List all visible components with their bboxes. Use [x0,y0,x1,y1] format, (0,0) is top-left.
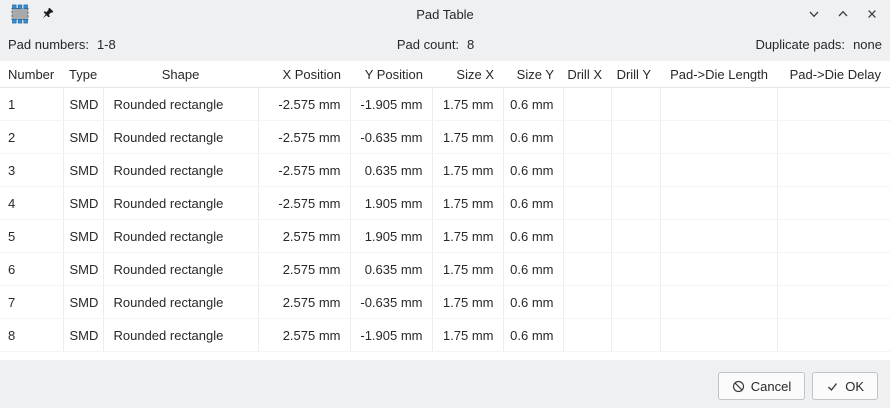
pad-cell[interactable]: 0.635 mm [350,253,432,286]
pad-numbers [8,37,116,52]
table-row [0,121,890,154]
footprint-icon [10,4,30,24]
pad-cell[interactable]: 0.635 mm [350,154,432,187]
pad-cell[interactable] [777,253,890,286]
pad-cell[interactable] [777,319,890,352]
pad-cell[interactable]: 8 [0,319,63,352]
pad-cell[interactable]: 4 [0,187,63,220]
table-row [0,88,890,121]
pad-cell[interactable] [563,319,611,352]
pad-cell[interactable] [563,121,611,154]
pin-icon[interactable] [39,6,55,22]
pad-cell[interactable] [777,286,890,319]
pad-cell[interactable]: 0.6 mm [503,319,563,352]
titlebar-left [10,4,55,24]
pad-cell[interactable]: 1.75 mm [432,187,503,220]
pad-cell[interactable]: SMD [63,319,103,352]
cancel-label: Cancel [750,378,792,394]
pad-count [397,37,474,52]
pad-cell[interactable]: 0.6 mm [503,121,563,154]
pad-cell[interactable]: 3 [0,154,63,187]
pad-cell[interactable] [660,88,777,121]
pad-cell[interactable]: 2.575 mm [258,286,350,319]
duplicate-pads [755,37,882,52]
summary-bar [0,28,890,61]
pad-cell[interactable]: 2.575 mm [258,220,350,253]
pad-cell[interactable]: Rounded rectangle [103,121,258,154]
column-header: Number [0,61,63,88]
pad-cell[interactable] [563,154,611,187]
pad-cell[interactable]: SMD [63,253,103,286]
pad-cell[interactable] [777,121,890,154]
pad-cell[interactable]: Rounded rectangle [103,319,258,352]
pad-cell[interactable]: Rounded rectangle [103,154,258,187]
pad-cell[interactable]: SMD [63,220,103,253]
pad-cell[interactable] [611,154,660,187]
pad-cell[interactable]: SMD [63,121,103,154]
ok-button[interactable] [812,372,878,400]
pad-cell[interactable]: SMD [63,187,103,220]
pad-cell[interactable]: 1.75 mm [432,286,503,319]
pad-cell[interactable] [777,220,890,253]
column-header: Y Position [350,61,432,88]
pad-cell[interactable] [777,187,890,220]
column-header: X Position [258,61,350,88]
pad-cell[interactable] [660,319,777,352]
pad-cell[interactable] [611,319,660,352]
pad-cell[interactable] [660,253,777,286]
column-header: Pad->Die Delay [777,61,890,88]
pad-cell[interactable]: -1.905 mm [350,319,432,352]
pad-table [0,61,890,352]
pad-cell[interactable] [660,286,777,319]
duplicate-pads-label: Duplicate pads: [755,37,846,52]
pad-table-area [0,61,890,360]
pad-cell[interactable]: Rounded rectangle [103,88,258,121]
pad-cell[interactable]: SMD [63,154,103,187]
pad-cell[interactable]: Rounded rectangle [103,253,258,286]
table-row [0,253,890,286]
pad-cell[interactable] [660,220,777,253]
column-header: Drill X [563,61,611,88]
pad-cell[interactable]: SMD [63,286,103,319]
cancel-button[interactable] [718,372,805,400]
pad-cell[interactable]: -0.635 mm [350,286,432,319]
pad-cell[interactable]: 0.6 mm [503,154,563,187]
pad-cell[interactable] [777,154,890,187]
pad-cell[interactable]: SMD [63,88,103,121]
pad-cell[interactable]: -2.575 mm [258,121,350,154]
pad-cell[interactable] [563,220,611,253]
pad-cell[interactable]: -2.575 mm [258,88,350,121]
window-title: Pad Table [416,6,474,22]
column-header: Shape [103,61,258,88]
pad-cell[interactable]: 7 [0,286,63,319]
pad-cell[interactable] [563,286,611,319]
pad-cell[interactable]: -1.905 mm [350,88,432,121]
pad-cell[interactable]: -0.635 mm [350,121,432,154]
button-bar [0,360,890,408]
pad-cell[interactable]: 1.75 mm [432,319,503,352]
pad-cell[interactable] [660,187,777,220]
window-controls [806,0,880,28]
duplicate-pads-value: none [853,37,882,52]
pad-cell[interactable]: 0.6 mm [503,253,563,286]
pad-cell[interactable]: 0.6 mm [503,88,563,121]
pad-cell[interactable] [611,88,660,121]
pad-cell[interactable] [777,88,890,121]
prohibition-icon [732,380,745,393]
pad-cell[interactable] [563,88,611,121]
pad-cell[interactable]: 2.575 mm [258,319,350,352]
pad-count-label: Pad count: [396,37,460,52]
pad-cell[interactable]: -2.575 mm [258,187,350,220]
pad-cell[interactable]: 0.6 mm [503,187,563,220]
table-row [0,187,890,220]
pad-numbers-value: 1-8 [96,37,116,52]
pad-cell[interactable] [660,154,777,187]
chevron-down-icon [808,8,820,20]
pad-cell[interactable]: Rounded rectangle [103,187,258,220]
table-row [0,220,890,253]
column-header: Pad->Die Length [660,61,777,88]
pad-cell[interactable]: 0.6 mm [503,286,563,319]
pad-cell[interactable]: Rounded rectangle [103,286,258,319]
pad-cell[interactable] [611,286,660,319]
column-header: Type [63,61,103,88]
pad-cell[interactable]: 1.75 mm [432,88,503,121]
close-icon [866,8,878,20]
titlebar [0,0,890,28]
pad-cell[interactable]: 1.75 mm [432,121,503,154]
header-row [0,61,890,88]
pad-cell[interactable]: Rounded rectangle [103,220,258,253]
maximize-button[interactable] [835,6,851,22]
pad-cell[interactable]: 1.75 mm [432,220,503,253]
close-button[interactable] [864,6,880,22]
chevron-up-icon [837,8,849,20]
pad-cell[interactable]: 2.575 mm [258,253,350,286]
table-row [0,286,890,319]
pad-count-value: 8 [467,37,475,52]
pad-numbers-label: Pad numbers: [8,37,89,52]
pad-cell[interactable]: -2.575 mm [258,154,350,187]
pad-cell[interactable]: 2 [0,121,63,154]
pad-cell[interactable]: 0.6 mm [503,220,563,253]
table-row [0,154,890,187]
minimize-button[interactable] [806,6,822,22]
pad-cell[interactable]: 1.905 mm [350,187,432,220]
pad-cell[interactable] [563,187,611,220]
pad-cell[interactable]: 1.905 mm [350,220,432,253]
pad-cell[interactable]: 1.75 mm [432,154,503,187]
pad-cell[interactable]: 1.75 mm [432,253,503,286]
column-header: Drill Y [611,61,660,88]
table-row [0,319,890,352]
pad-cell[interactable]: 6 [0,253,63,286]
column-header: Size Y [503,61,563,88]
pad-cell[interactable] [611,187,660,220]
pad-cell[interactable]: 1 [0,88,63,121]
pad-cell[interactable] [611,253,660,286]
pad-cell[interactable] [611,220,660,253]
pad-cell[interactable] [611,121,660,154]
column-header: Size X [432,61,503,88]
pad-cell[interactable] [660,121,777,154]
pad-cell[interactable] [563,253,611,286]
ok-label: OK [845,378,864,394]
pad-cell[interactable]: 5 [0,220,63,253]
check-icon [826,380,839,393]
